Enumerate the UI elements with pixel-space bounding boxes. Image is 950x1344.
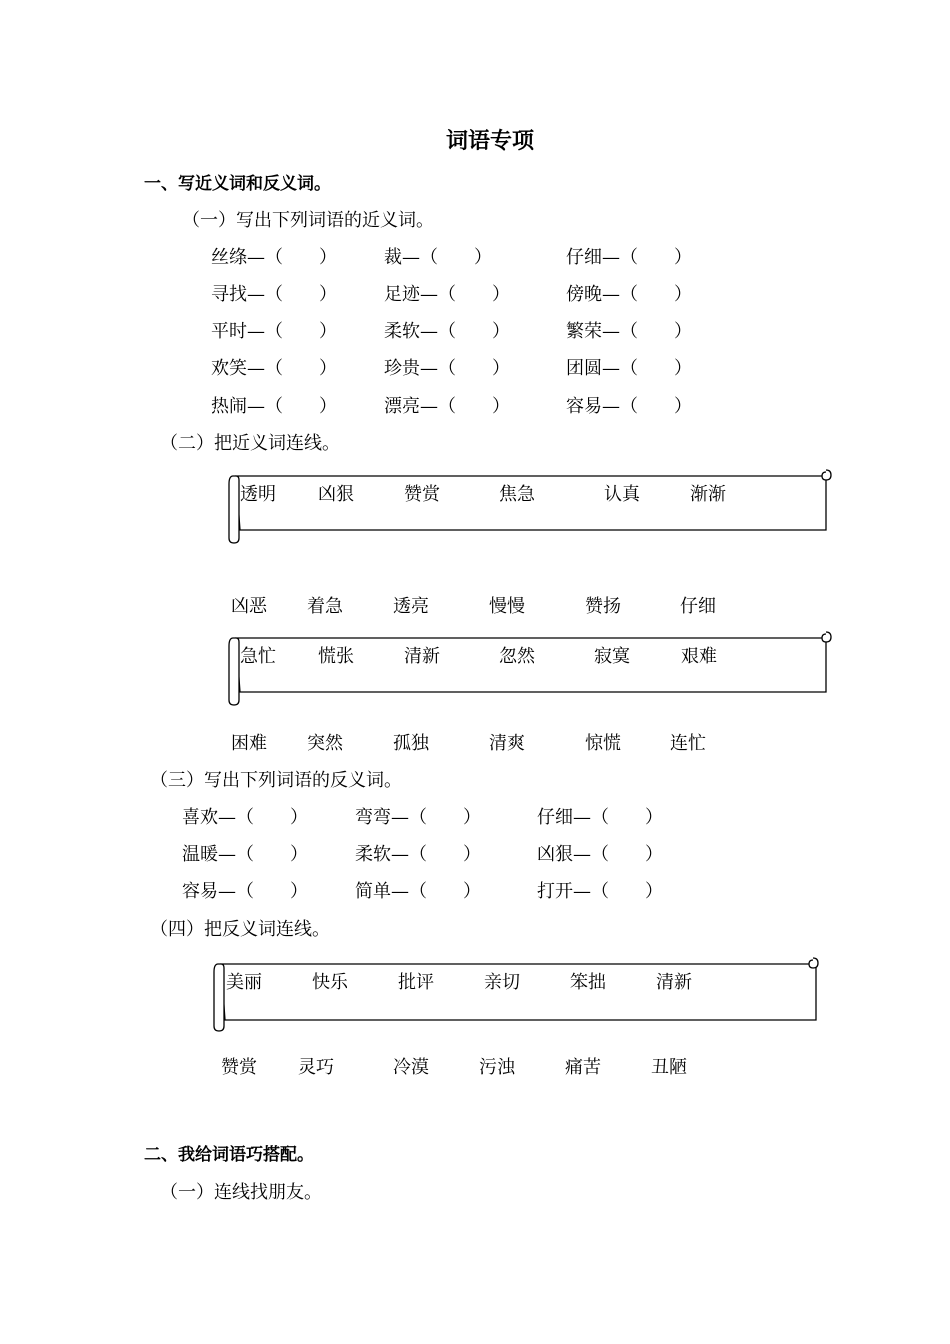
synonym-item: 裁—（ ） [384, 247, 492, 268]
synonym-item: 热闹—（ ） [211, 396, 337, 417]
word-透明: 透明 [240, 484, 276, 505]
synonym-item: 平时—（ ） [211, 321, 337, 342]
synonym-item: 珍贵—（ ） [384, 358, 510, 379]
word-寂寞: 寂寞 [594, 646, 630, 667]
antonym-item: 弯弯—（ ） [355, 807, 481, 828]
word-连忙: 连忙 [670, 733, 706, 754]
synonym-item: 团圆—（ ） [566, 358, 692, 379]
word-着急: 着急 [307, 596, 343, 617]
antonym-item: 仔细—（ ） [537, 807, 663, 828]
word-冷漠: 冷漠 [393, 1057, 429, 1078]
word-急忙: 急忙 [240, 646, 276, 667]
word-焦急: 焦急 [499, 484, 535, 505]
antonym-item: 简单—（ ） [355, 881, 481, 902]
word-困难: 困难 [231, 733, 267, 754]
word-突然: 突然 [307, 733, 343, 754]
word-凶狠: 凶狠 [318, 484, 354, 505]
section-2-part-1-heading: （一）连线找朋友。 [160, 1182, 322, 1203]
word-清新: 清新 [404, 646, 440, 667]
synonym-item: 漂亮—（ ） [384, 396, 510, 417]
section-1-heading: 一、写近义词和反义词。 [144, 174, 331, 194]
word-慢慢: 慢慢 [489, 596, 525, 617]
synonym-item: 繁荣—（ ） [566, 321, 692, 342]
word-惊慌: 惊慌 [585, 733, 621, 754]
synonym-item: 傍晚—（ ） [566, 284, 692, 305]
antonym-item: 柔软—（ ） [355, 844, 481, 865]
antonym-item: 喜欢—（ ） [182, 807, 308, 828]
word-美丽: 美丽 [226, 972, 262, 993]
word-慌张: 慌张 [318, 646, 354, 667]
word-灵巧: 灵巧 [298, 1057, 334, 1078]
word-赞赏: 赞赏 [221, 1057, 257, 1078]
word-清爽: 清爽 [489, 733, 525, 754]
part-2-heading: （二）把近义词连线。 [160, 433, 340, 454]
synonym-item: 足迹—（ ） [384, 284, 510, 305]
antonym-item: 温暖—（ ） [182, 844, 308, 865]
antonym-item: 容易—（ ） [182, 881, 308, 902]
synonym-item: 仔细—（ ） [566, 247, 692, 268]
word-赞赏: 赞赏 [404, 484, 440, 505]
word-亲切: 亲切 [484, 972, 520, 993]
word-孤独: 孤独 [393, 733, 429, 754]
word-痛苦: 痛苦 [565, 1057, 601, 1078]
part-3-heading: （三）写出下列词语的反义词。 [150, 770, 402, 791]
antonym-item: 凶狠—（ ） [537, 844, 663, 865]
synonym-item: 容易—（ ） [566, 396, 692, 417]
page-title: 词语专项 [446, 128, 535, 154]
part-1-heading: （一）写出下列词语的近义词。 [182, 210, 434, 231]
scroll-banner-2 [228, 628, 836, 708]
word-快乐: 快乐 [312, 972, 348, 993]
word-污浊: 污浊 [479, 1057, 515, 1078]
word-赞扬: 赞扬 [585, 596, 621, 617]
word-渐渐: 渐渐 [690, 484, 726, 505]
word-忽然: 忽然 [499, 646, 535, 667]
word-认真: 认真 [604, 484, 640, 505]
scroll-banner-3 [213, 954, 821, 1034]
word-凶恶: 凶恶 [231, 596, 267, 617]
word-笨拙: 笨拙 [570, 972, 606, 993]
word-艰难: 艰难 [681, 646, 717, 667]
part-4-heading: （四）把反义词连线。 [150, 919, 330, 940]
synonym-item: 丝绦—（ ） [211, 247, 337, 268]
word-批评: 批评 [398, 972, 434, 993]
word-仔细: 仔细 [680, 596, 716, 617]
section-2-heading: 二、我给词语巧搭配。 [144, 1145, 314, 1165]
word-丑陋: 丑陋 [651, 1057, 687, 1078]
antonym-item: 打开—（ ） [537, 881, 663, 902]
synonym-item: 柔软—（ ） [384, 321, 510, 342]
synonym-item: 寻找—（ ） [211, 284, 337, 305]
word-清新: 清新 [656, 972, 692, 993]
word-透亮: 透亮 [393, 596, 429, 617]
scroll-banner-1 [228, 466, 836, 546]
synonym-item: 欢笑—（ ） [211, 358, 337, 379]
